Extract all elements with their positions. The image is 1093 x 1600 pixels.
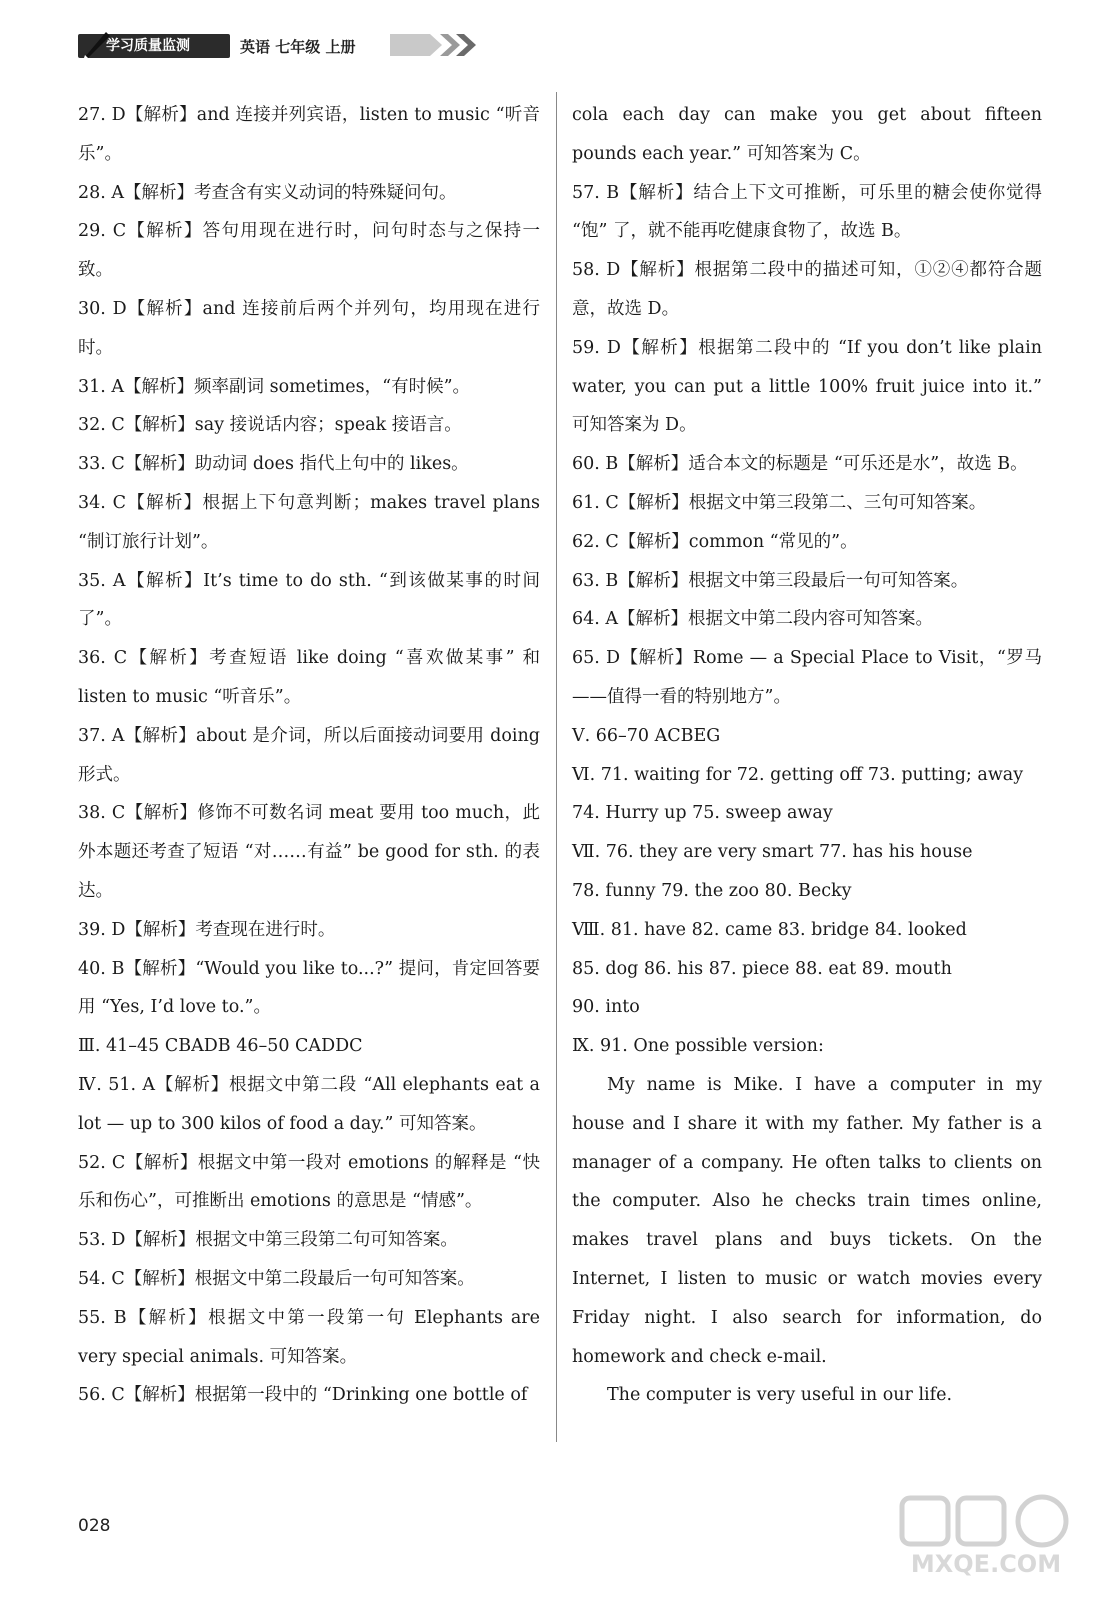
sample-essay-conclusion: The computer is very useful in our life. <box>607 1385 953 1406</box>
pen-icon <box>82 28 112 60</box>
sample-essay-paragraph: My name is Mike. I have a computer in my house and I share it with my father. My father is a manager of a company. He often talks to clients on the computer. Also he checks train times online, makes travel plans and buys tickets. On the Internet, I listen to music or watch movies every Friday night. I also search for information, do homework and check e-mail. <box>572 1074 1042 1367</box>
answer-item: 55. B【解析】根据文中第一段第一句 Elephants are very special animals. 可知答案。 <box>78 1307 540 1367</box>
answer-item: 40. B【解析】“Would you like to...?” 提问，肯定回答要用 “Yes, I’d love to.”。 <box>78 958 540 1018</box>
watermark-text: MXQE.COM <box>910 1550 1062 1578</box>
answer-item: 31. A【解析】频率副词 sometimes，“有时候”。 <box>78 376 471 397</box>
answer-item: 39. D【解析】考查现在进行时。 <box>78 919 336 940</box>
right-column <box>572 96 1042 1415</box>
page-number: 028 <box>78 1516 111 1536</box>
book-title: 英语 七年级 上册 <box>240 38 356 56</box>
answer-item: 63. B【解析】根据文中第三段最后一句可知答案。 <box>572 570 969 591</box>
watermark-logo <box>896 1492 1076 1592</box>
column-divider <box>556 92 557 1442</box>
answer-item: 62. C【解析】common “常见的”。 <box>572 531 858 552</box>
series-badge-label: 学习质量监测 <box>106 38 190 54</box>
left-column <box>78 96 540 1415</box>
answer-item: 30. D【解析】and 连接前后两个并列句，均用现在进行时。 <box>78 298 540 358</box>
answer-item: 59. D【解析】根据第二段中的 “If you don’t like plain water, you can put a little 100% fruit juice into it.” 可知答案为 D。 <box>572 337 1042 436</box>
section-answers: 74. Hurry up 75. sweep away <box>572 803 833 824</box>
answer-item: 64. A【解析】根据文中第二段内容可知答案。 <box>572 609 934 630</box>
answer-item: 28. A【解析】考查含有实义动词的特殊疑问句。 <box>78 182 457 203</box>
section-answers: Ⅴ. 66–70 ACBEG <box>572 725 721 746</box>
answer-item: 35. A【解析】It’s time to do sth. “到该做某事的时间了”。 <box>78 570 540 630</box>
answer-item: 38. C【解析】修饰不可数名词 meat 要用 too much，此外本题还考查了短语 “对……有益” be good for sth. 的表达。 <box>78 803 540 901</box>
section-answers: Ⅶ. 76. they are very smart 77. has his house <box>572 842 973 863</box>
answer-item: 58. D【解析】根据第二段中的描述可知，①②④都符合题意，故选 D。 <box>572 260 1042 319</box>
answer-item: 56. C【解析】根据第一段中的 “Drinking one bottle of <box>78 1385 528 1406</box>
answer-item: 54. C【解析】根据文中第二段最后一句可知答案。 <box>78 1268 475 1289</box>
chevron-arrows-icon <box>390 30 480 60</box>
answer-item: Ⅳ. 51. A【解析】根据文中第二段 “All elephants eat a lot — up to 300 kilos of food a day.” 可知答案。 <box>78 1074 540 1134</box>
watermark-emblem-icon <box>896 1492 1076 1552</box>
page-header <box>78 28 478 62</box>
answer-item: 37. A【解析】about 是介词，所以后面接动词要用 doing 形式。 <box>78 725 540 785</box>
section-answers: 85. dog 86. his 87. piece 88. eat 89. mouth <box>572 958 952 979</box>
answer-item: 27. D【解析】and 连接并列宾语，listen to music “听音乐”。 <box>78 105 540 164</box>
answer-item: 60. B【解析】适合本文的标题是 “可乐还是水”，故选 B。 <box>572 454 1028 475</box>
section-answers: 78. funny 79. the zoo 80. Becky <box>572 880 852 901</box>
section-answers: 90. into <box>572 997 640 1018</box>
section-answers: Ⅲ. 41–45 CBADB 46–50 CADDC <box>78 1036 363 1057</box>
answer-item: 29. C【解析】答句用现在进行时，问句时态与之保持一致。 <box>78 221 540 281</box>
answer-item: 36. C【解析】考查短语 like doing “喜欢做某事” 和 listen to music “听音乐”。 <box>78 648 540 707</box>
section-answers: Ⅵ. 71. waiting for 72. getting off 73. putting; away <box>572 764 1024 785</box>
section-answers: Ⅷ. 81. have 82. came 83. bridge 84. looked <box>572 919 967 940</box>
answer-item: 34. C【解析】根据上下句意判断；makes travel plans “制订旅行计划”。 <box>78 492 540 552</box>
answer-item: 57. B【解析】结合上下文可推断，可乐里的糖会使你觉得 “饱” 了，就不能再吃健康食物了，故选 B。 <box>572 182 1042 242</box>
answer-item: 33. C【解析】助动词 does 指代上句中的 likes。 <box>78 454 469 475</box>
answer-item: 61. C【解析】根据文中第三段第二、三句可知答案。 <box>572 492 987 513</box>
answer-item: 52. C【解析】根据文中第一段对 emotions 的解释是 “快乐和伤心”，可推断出 emotions 的意思是 “情感”。 <box>78 1152 540 1212</box>
writing-heading: Ⅸ. 91. One possible version: <box>572 1036 824 1057</box>
answer-item: cola each day can make you get about fifteen pounds each year.” 可知答案为 C。 <box>572 105 1042 164</box>
answer-item: 53. D【解析】根据文中第三段第二句可知答案。 <box>78 1230 458 1251</box>
answer-item: 32. C【解析】say 接说话内容；speak 接语言。 <box>78 415 462 436</box>
answer-item: 65. D【解析】Rome — a Special Place to Visit，“罗马——值得一看的特别地方”。 <box>572 648 1042 707</box>
